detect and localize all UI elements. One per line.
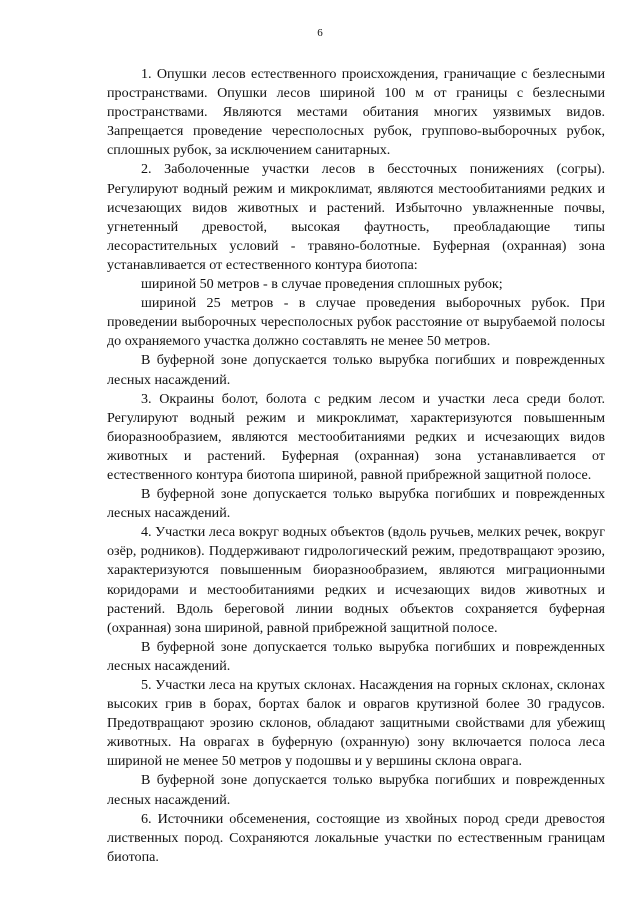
paragraph-buffer-rule-4: В буферной зоне допускается только вырубка погибших и поврежденных лесных насаждений. <box>107 772 605 808</box>
paragraph-buffer-rule-1: В буферной зоне допускается только вырубка погибших и поврежденных лесных насаждений. <box>107 352 605 388</box>
paragraph-buffer-rule-3: В буферной зоне допускается только вырубка погибших и поврежденных лесных насаждений. <box>107 638 605 674</box>
paragraph-buffer-50m: шириной 50 метров - в случае проведения сплошных рубок; <box>141 276 503 293</box>
paragraph-seed-sources: 6. Источники обсеменения, состоящие из хвойных пород среди древостоя лиственных пород. Сохраняются локальные участки по естественным границам биотопа. <box>107 810 605 865</box>
paragraph-swampy-forest: 2. Заболоченные участки лесов в бессточных понижениях (согры). Регулируют водный режим и микроклимат, являются местообитаниями редких и исчезающих видов животных и растений. Избыточно увлажненные почвы, угнетенный древостой, высокая фаутность, преобладающие типы лесорастительных условий - травяно-болотные. Буферная (охранная) зона устанавливается от естественного контура биотопа: <box>107 161 605 273</box>
paragraph-water-bodies: 4. Участки леса вокруг водных объектов (вдоль ручьев, мелких речек, вокруг озёр, родников). Поддерживают гидрологический режим, предотвращают эрозию, характеризуются повышенным биоразнообразием, являются миграционными коридорами и местообитаниями редких и исчезающих видов животных и растений. Вдоль береговой линии водных объектов сохраняется буферная (охранная) зона шириной, равной прибрежной защитной полосе. <box>107 524 605 636</box>
paragraph-bog-edges: 3. Окраины болот, болота с редким лесом и участки леса среди болот. Регулируют водный режим и микроклимат, характеризуются повышенным биоразнообразием, являются местообитаниями редких и исчезающих видов животных и растений. Буферная (охранная) зона устанавливается от естественного контура биотопа шириной, равной прибрежной защитной полосе. <box>107 390 605 483</box>
paragraph-buffer-25m: шириной 25 метров - в случае проведения выборочных рубок. При проведении выборочных чересполосных рубок расстояние от вырубаемой полосы до охраняемого участка должно составлять не менее 50 метров. <box>107 295 605 350</box>
paragraph-steep-slopes: 5. Участки леса на крутых склонах. Насаждения на горных склонах, склонах высоких грив в борах, бортах балок и оврагов крутизной более 30 градусов. Предотвращают эрозию склонов, обладают защитными свойствами для убежищ животных. На оврагах в буферную (охранную) зону включается полоса леса шириной не менее 50 метров у подошвы и у вершины склона оврага. <box>107 677 605 770</box>
document-body <box>107 65 605 867</box>
paragraph-buffer-rule-2: В буферной зоне допускается только вырубка погибших и поврежденных лесных насаждений. <box>107 486 605 522</box>
paragraph-forest-edges: 1. Опушки лесов естественного происхождения, граничащие с безлесными пространствами. Опушки лесов шириной 100 м от границы с безлесными пространствами. Являются местами обитания многих уязвимых видов. Запрещается проведение чересполосных рубок, группово-выборочных рубок, сплошных рубок, за исключением санитарных. <box>107 66 605 159</box>
page-number: 6 <box>317 27 323 39</box>
